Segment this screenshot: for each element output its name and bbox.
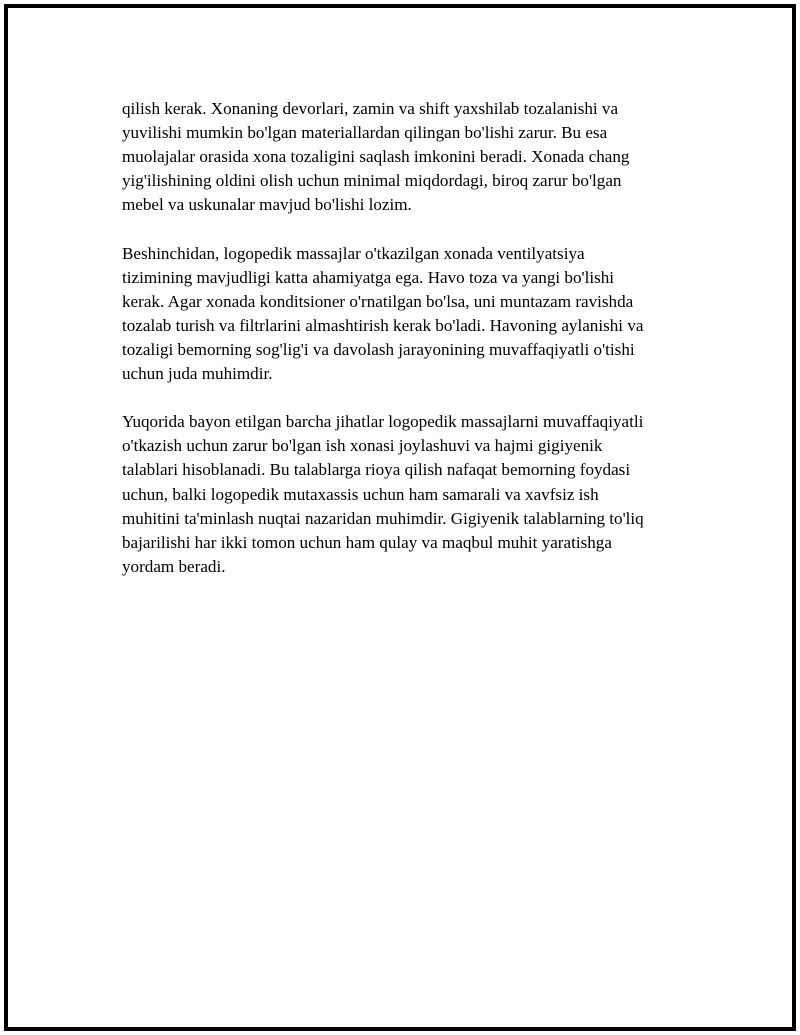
text-line: muhitini ta'minlash nuqtai nazaridan muhimdir. Gigiyenik talablarning to'liq: [122, 508, 644, 528]
text-line: Yuqorida bayon etilgan barcha jihatlar logopedik massajlarni muvaffaqiyatli: [122, 412, 644, 432]
text-line: uchun, balki logopedik mutaxassis uchun ham samarali va xavfsiz ish: [122, 484, 599, 504]
text-line: muolajalar orasida xona tozaligini saqlash imkonini beradi. Xonada chang: [122, 147, 630, 167]
text-line: mebel va uskunalar mavjud bo'lishi lozim.: [122, 195, 412, 215]
text-line: yuvilishi mumkin bo'lgan materiallardan qilingan bo'lishi zarur. Bu esa: [122, 123, 608, 143]
text-line: o'tkazish uchun zarur bo'lgan ish xonasi joylashuvi va hajmi gigiyenik: [122, 436, 603, 456]
paragraph-2: [122, 242, 702, 387]
text-line: tozaligi bemorning sog'lig'i va davolash jarayonining muvaffaqiyatli o'tishi: [122, 339, 635, 359]
text-line: qilish kerak. Xonaning devorlari, zamin va shift yaxshilab tozalanishi va: [122, 99, 619, 118]
text-line: tozalab turish va filtrlarini almashtirish kerak bo'ladi. Havoning aylanishi va: [122, 315, 644, 335]
text-line: kerak. Agar xonada konditsioner o'rnatilgan bo'lsa, uni muntazam ravishda: [122, 291, 634, 311]
text-line: yordam beradi.: [122, 556, 226, 576]
paragraph-3: [122, 410, 702, 579]
paragraph-1: [122, 97, 702, 217]
text-line: talablari hisoblanadi. Bu talablarga rioya qilish nafaqat bemorning foydasi: [122, 460, 631, 480]
page-frame: [4, 4, 796, 1031]
text-line: yig'ilishining oldini olish uchun minimal miqdordagi, biroq zarur bo'lgan: [122, 171, 622, 191]
text-line: Beshinchidan, logopedik massajlar o'tkazilgan xonada ventilyatsiya: [122, 243, 585, 263]
text-line: uchun juda muhimdir.: [122, 364, 273, 384]
text-line: bajarilishi har ikki tomon uchun ham qulay va maqbul muhit yaratishga: [122, 532, 612, 552]
document-body: [122, 97, 702, 603]
text-line: tizimining mavjudligi katta ahamiyatga ega. Havo toza va yangi bo'lishi: [122, 267, 615, 287]
